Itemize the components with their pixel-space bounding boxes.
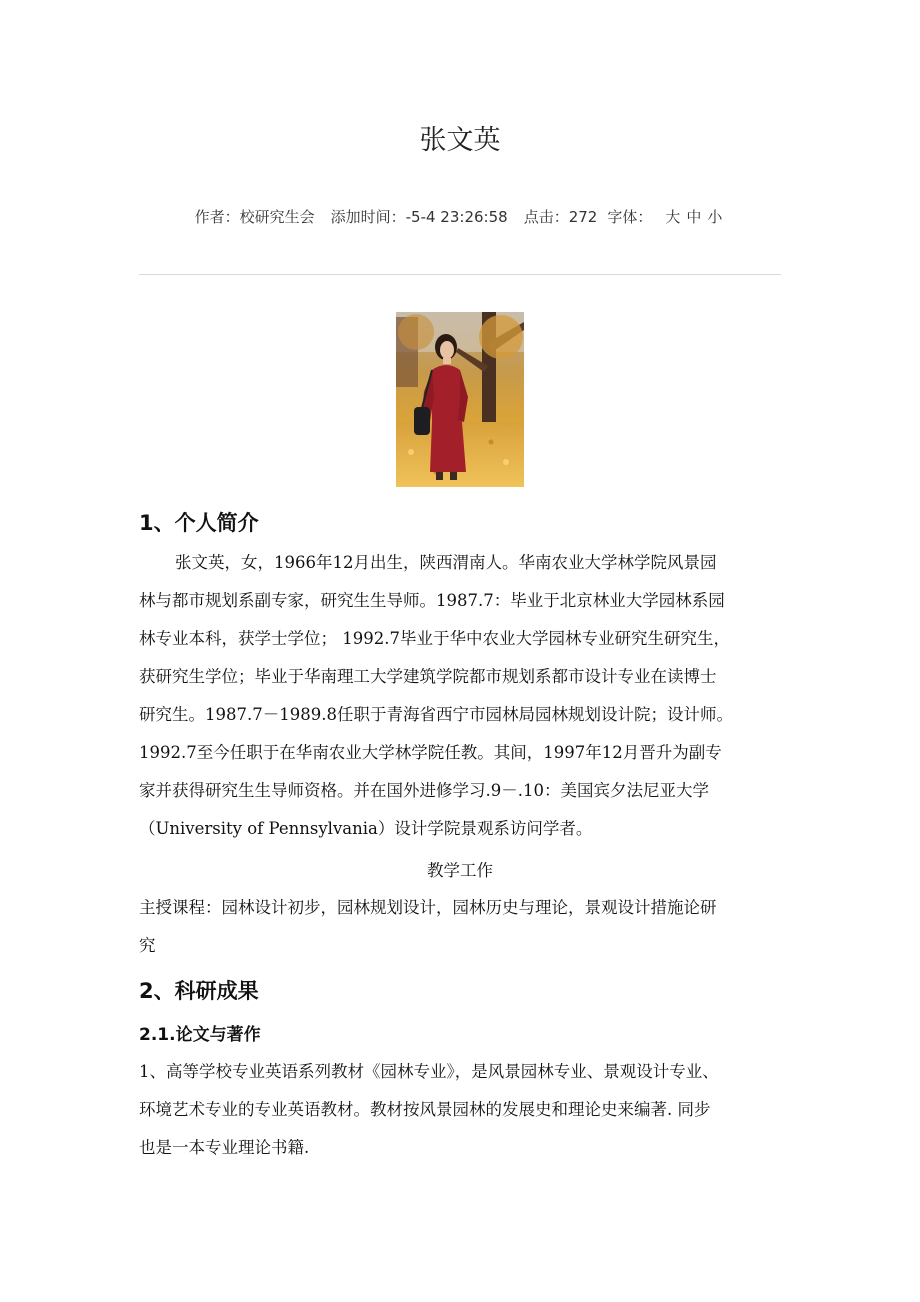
papers-line: 也是一本专业理论书籍. xyxy=(139,1138,310,1157)
font-size-small-link[interactable]: 小 xyxy=(707,208,723,226)
section-heading-profile: 1、个人简介 xyxy=(139,511,259,535)
teaching-title: 教学工作 xyxy=(427,861,493,880)
divider xyxy=(139,274,781,275)
subsection-heading-papers: 2.1.论文与著作 xyxy=(139,1025,261,1045)
bio-line: 林专业本科，获学士学位； 1992.7毕业于华中农业大学园林专业研究生研究生， xyxy=(139,629,730,648)
courses-line: 究 xyxy=(139,936,156,955)
papers-line: 1、高等学校专业英语系列教材《园林专业》，是风景园林专业、景观设计专业、 xyxy=(139,1062,719,1081)
bio-line: 1992.7至今任职于在华南农业大学林学院任教。其间，1997年12月晋升为副专 xyxy=(139,743,722,762)
bio-line: 获研究生学位；毕业于华南理工大学建筑学院都市规划系都市设计专业在读博士 xyxy=(139,667,717,686)
papers-paragraph xyxy=(139,1053,787,1167)
font-size-label: 字体： xyxy=(607,208,653,226)
bio-paragraph xyxy=(139,544,787,848)
clicks-label: 点击：272 xyxy=(523,208,598,226)
article-title: 张文英 xyxy=(419,125,501,156)
bio-line: 张文英，女，1966年12月出生，陕西渭南人。华南农业大学林学院风景园 xyxy=(175,553,717,572)
bio-line: （University of Pennsylvania）设计学院景观系访问学者。 xyxy=(139,819,593,838)
bio-line: 研究生。1987.7－1989.8任职于青海省西宁市园林局园林规划设计院；设计师。 xyxy=(139,705,733,724)
section-heading-research: 2、科研成果 xyxy=(139,979,259,1003)
author-label: 作者：校研究生会 xyxy=(194,208,315,226)
papers-line: 环境艺术专业的专业英语教材。教材按风景园林的发展史和理论史来编著. 同步 xyxy=(139,1100,711,1119)
font-size-large-link[interactable]: 大 xyxy=(665,208,681,226)
bio-line: 林与都市规划系副专家，研究生生导师。1987.7：毕业于北京林业大学园林系园 xyxy=(139,591,725,610)
portrait-photo xyxy=(396,312,524,487)
courses-paragraph xyxy=(139,889,787,965)
courses-line: 主授课程：园林设计初步，园林规划设计，园林历史与理论，景观设计措施论研 xyxy=(139,898,717,917)
bio-line: 家并获得研究生生导师资格。并在国外进修学习.9－.10：美国宾夕法尼亚大学 xyxy=(139,781,709,800)
font-size-medium-link[interactable]: 中 xyxy=(686,208,702,226)
article-meta xyxy=(0,206,920,227)
added-time-label: 添加时间：-5-4 23:26:58 xyxy=(330,208,508,226)
